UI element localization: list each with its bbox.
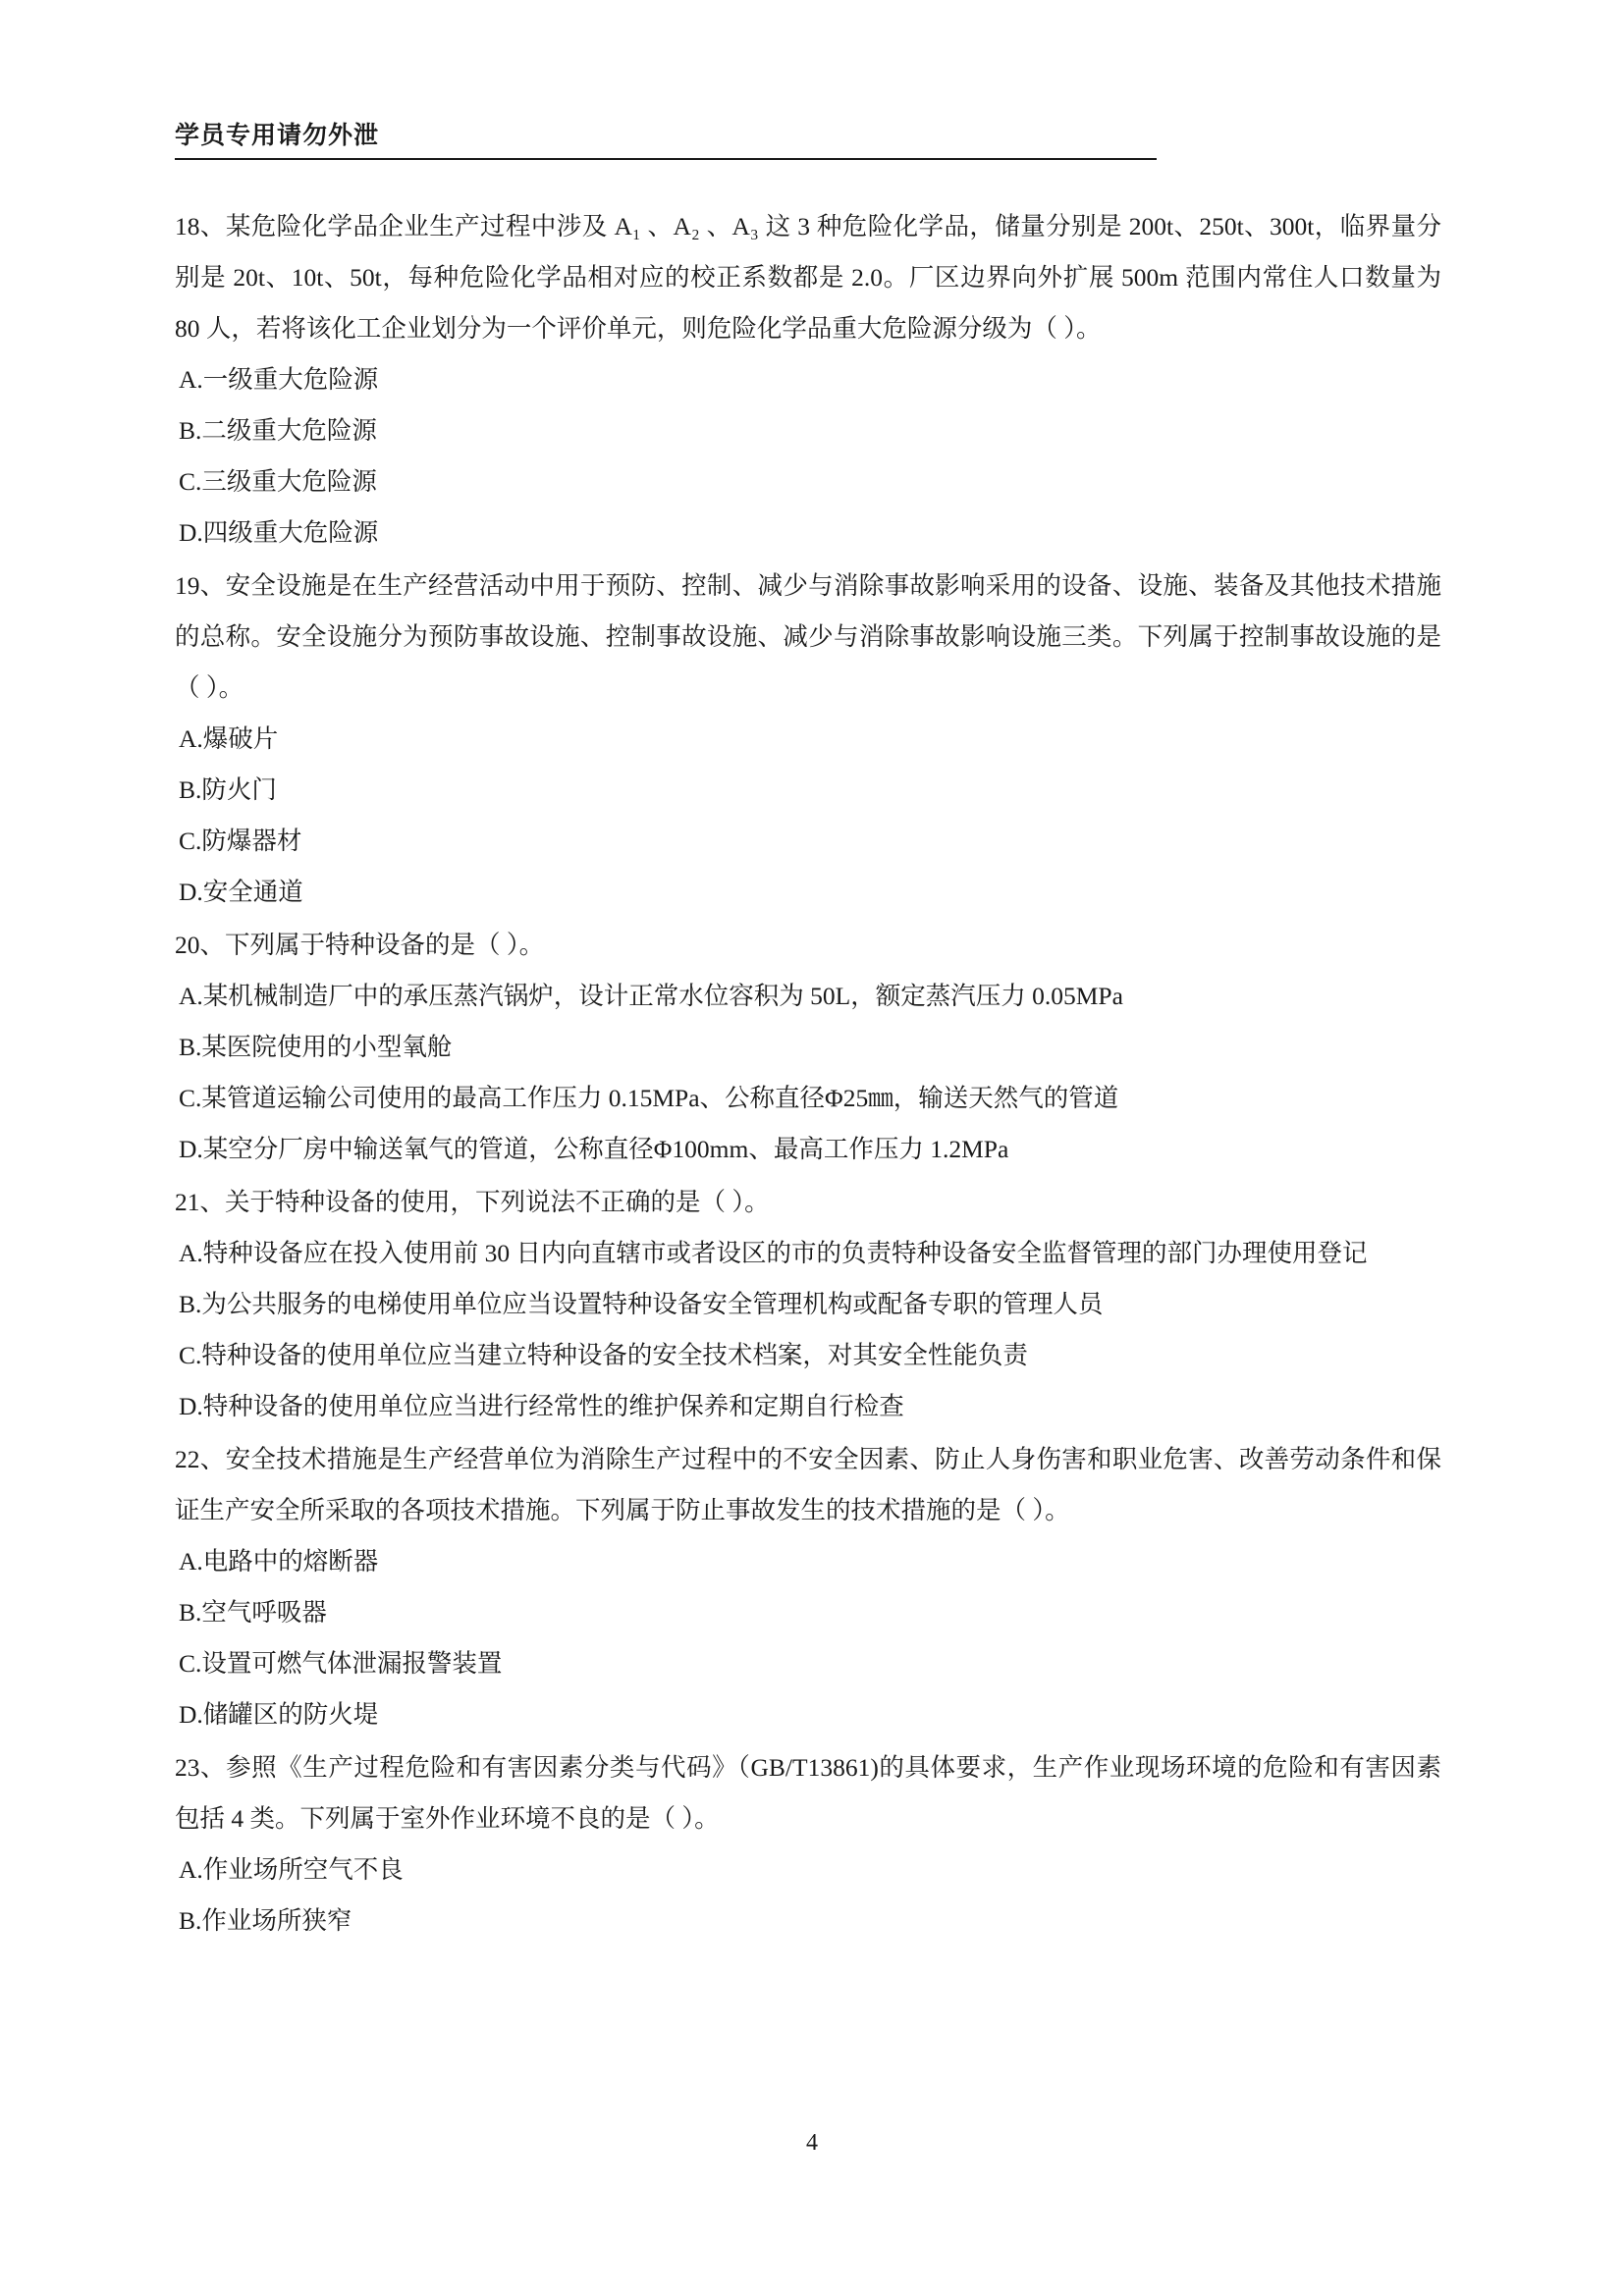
question-option: C.特种设备的使用单位应当建立特种设备的安全技术档案，对其安全性能负责 (179, 1341, 1028, 1369)
question-item-18 (175, 201, 1451, 559)
question-option: C.某管道运输公司使用的最高工作压力 0.15MPa、公称直径Φ25㎜，输送天然气的管道 (179, 1084, 1119, 1112)
question-option: C.防爆器材 (179, 827, 302, 855)
question-stem: 23、参照《生产过程危险和有害因素分类与代码》（GB/T13861)的具体要求，生产作业现场环境的危险和有害因素包括 4 类。下列属于室外作业环境不良的是（ ）。 (175, 1753, 1441, 1833)
question-option: D.特种设备的使用单位应当进行经常性的维护保养和定期自行检查 (179, 1392, 904, 1420)
question-item-19 (175, 561, 1451, 918)
question-option: B.空气呼吸器 (179, 1598, 327, 1627)
question-stem: 21、关于特种设备的使用，下列说法不正确的是（ ）。 (175, 1188, 770, 1216)
question-option: D.四级重大危险源 (179, 518, 379, 547)
question-option: B.防火门 (179, 775, 277, 804)
question-option: A.作业场所空气不良 (179, 1855, 404, 1884)
question-option: A.爆破片 (179, 724, 279, 753)
question-stem: 18、某危险化学品企业生产过程中涉及 A₁ 、A₂ 、A₃ 这 3 种危险化学品，储量分别是 200t、250t、300t，临界量分别是 20t、10t、50t，每种危险化学品相对应的校正系数都是 2.0。厂区边界向外扩展 500m 范围内常住人口数量为 80 人，若将该化工企业划分为一个评价单元，则危险化学品重大危险源分级为（ ）。 (175, 212, 1441, 343)
question-option: C.设置可燃气体泄漏报警装置 (179, 1649, 503, 1678)
page-footer (0, 2130, 1624, 2157)
question-option: B.二级重大危险源 (179, 416, 377, 445)
question-option: C.三级重大危险源 (179, 467, 377, 496)
question-item-20 (175, 920, 1451, 1175)
question-item-22 (175, 1434, 1451, 1740)
question-option: B.为公共服务的电梯使用单位应当设置特种设备安全管理机构或配备专职的管理人员 (179, 1290, 1104, 1318)
question-stem: 20、下列属于特种设备的是（ ）。 (175, 931, 545, 959)
page-header (175, 116, 1157, 160)
question-option: D.储罐区的防火堤 (179, 1700, 379, 1729)
question-item-21 (175, 1177, 1451, 1432)
page-number: 4 (806, 2130, 818, 2156)
question-option: B.作业场所狭窄 (179, 1906, 352, 1935)
question-option: A.一级重大危险源 (179, 365, 379, 394)
header-notice: 学员专用请勿外泄 (175, 123, 380, 149)
header-divider (175, 158, 1157, 160)
question-item-23 (175, 1742, 1451, 1947)
question-option: B.某医院使用的小型氧舱 (179, 1033, 453, 1061)
question-option: A.特种设备应在投入使用前 30 日内向直辖市或者设区的市的负责特种设备安全监督管理的部门办理使用登记 (179, 1239, 1368, 1267)
question-option: D.安全通道 (179, 878, 303, 906)
question-option: A.某机械制造厂中的承压蒸汽锅炉，设计正常水位容积为 50L，额定蒸汽压力 0.05MPa (179, 982, 1123, 1010)
question-option: A.电路中的熔断器 (179, 1547, 379, 1575)
question-stem: 19、安全设施是在生产经营活动中用于预防、控制、减少与消除事故影响采用的设备、设施、装备及其他技术措施的总称。安全设施分为预防事故设施、控制事故设施、减少与消除事故影响设施三类。下列属于控制事故设施的是（ ）。 (175, 571, 1441, 702)
question-list (175, 201, 1451, 1949)
question-stem: 22、安全技术措施是生产经营单位为消除生产过程中的不安全因素、防止人身伤害和职业危害、改善劳动条件和保证生产安全所采取的各项技术措施。下列属于防止事故发生的技术措施的是（ ）。 (175, 1445, 1441, 1524)
question-option: D.某空分厂房中输送氧气的管道，公称直径Φ100mm、最高工作压力 1.2MPa (179, 1135, 1009, 1163)
